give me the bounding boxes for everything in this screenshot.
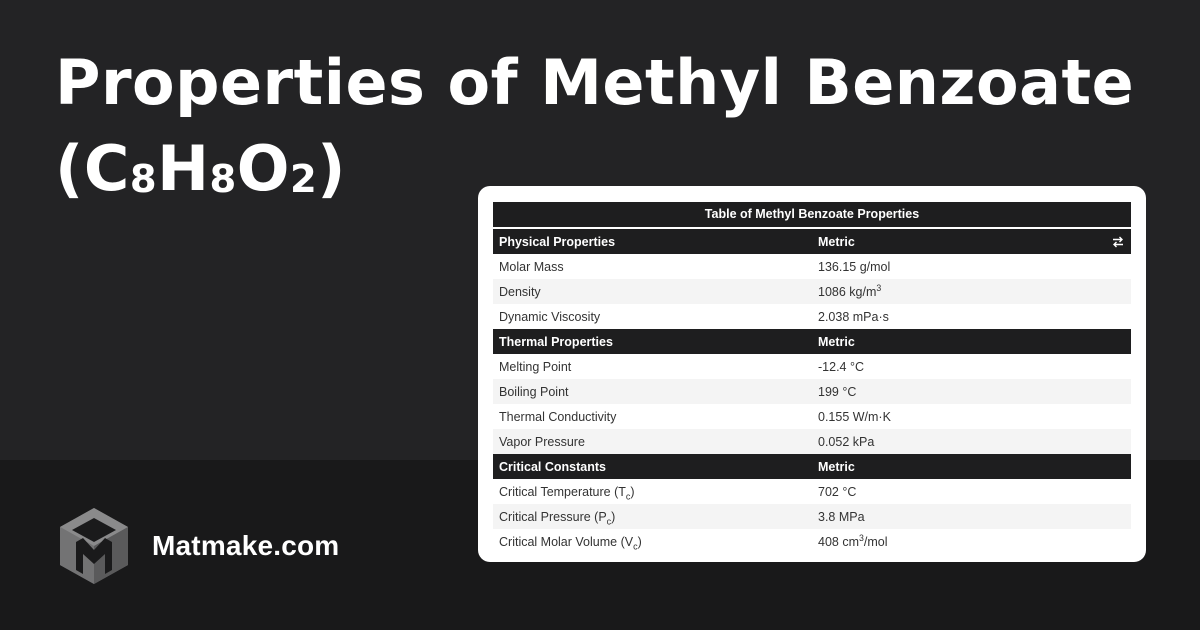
property-name: Thermal Conductivity (493, 404, 812, 429)
formula-oxygen: O (236, 132, 290, 205)
table-row (493, 379, 1131, 404)
formula-hydrogen: H (157, 132, 210, 205)
property-value: 3.8 MPa (812, 504, 1131, 529)
property-value: -12.4 °C (812, 354, 1131, 379)
section-header-critical (493, 454, 1131, 479)
table-row (493, 279, 1131, 304)
table-row (493, 504, 1131, 529)
table-row (493, 254, 1131, 279)
property-subscript: c (633, 541, 638, 551)
property-value: 199 °C (812, 379, 1131, 404)
table-row (493, 354, 1131, 379)
property-name-suffix: ) (637, 534, 642, 549)
property-name: Density (493, 279, 812, 304)
value-suffix: /mol (863, 534, 888, 549)
property-value: 136.15 g/mol (812, 254, 1131, 279)
formula-carbon: C (83, 132, 130, 205)
cube-m-logo-icon (58, 506, 130, 586)
unit-header: Metric (818, 234, 855, 249)
title-line-1: Properties of Methyl Benzoate (55, 46, 1135, 119)
property-value: 0.155 W/m·K (812, 404, 1131, 429)
property-name: Critical Molar Volume (V (499, 534, 634, 549)
table-wrapper (493, 202, 1131, 554)
formula-open-paren: ( (55, 132, 84, 205)
formula-oxygen-count: 2 (289, 156, 318, 202)
unit-header: Metric (812, 329, 1131, 354)
swap-arrows-icon[interactable] (1111, 235, 1125, 249)
formula-carbon-count: 8 (129, 156, 158, 202)
property-value: 408 cm (818, 534, 859, 549)
property-name: Melting Point (493, 354, 812, 379)
property-value: 1086 kg/m (818, 284, 877, 299)
property-name-suffix: ) (611, 509, 616, 524)
formula-hydrogen-count: 8 (209, 156, 237, 202)
property-name-cell (493, 479, 812, 504)
property-value: 2.038 mPa·s (812, 304, 1131, 329)
property-subscript: c (606, 516, 612, 526)
table-row (493, 529, 1131, 554)
unit-header-cell (812, 229, 1131, 254)
property-subscript: c (625, 491, 631, 501)
table-caption: Table of Methyl Benzoate Properties (493, 202, 1131, 229)
section-header-thermal (493, 329, 1131, 354)
properties-table (493, 202, 1131, 554)
section-title: Critical Constants (493, 454, 812, 479)
property-name: Critical Temperature (T (499, 484, 626, 499)
table-row (493, 404, 1131, 429)
property-name: Vapor Pressure (493, 429, 812, 454)
property-name: Boiling Point (493, 379, 812, 404)
unit-header: Metric (812, 454, 1131, 479)
table-row (493, 479, 1131, 504)
formula-close-paren: ) (317, 132, 347, 205)
property-name-cell (493, 504, 812, 529)
property-name: Molar Mass (493, 254, 812, 279)
properties-card (478, 186, 1146, 562)
property-name: Critical Pressure (P (499, 509, 607, 524)
section-title: Physical Properties (493, 229, 812, 254)
value-superscript: 3 (859, 532, 864, 543)
table-row (493, 304, 1131, 329)
brand[interactable] (58, 506, 339, 586)
section-header-physical (493, 229, 1131, 254)
table-row (493, 429, 1131, 454)
property-value-cell (812, 279, 1131, 304)
brand-name: Matmake.com (152, 530, 340, 561)
property-value-cell (812, 529, 1131, 554)
section-title: Thermal Properties (493, 329, 812, 354)
property-name-cell (493, 529, 812, 554)
property-value: 0.052 kPa (812, 429, 1131, 454)
property-value: 702 °C (812, 479, 1131, 504)
property-name: Dynamic Viscosity (493, 304, 812, 329)
value-superscript: 3 (876, 282, 882, 293)
property-name-suffix: ) (630, 484, 635, 499)
